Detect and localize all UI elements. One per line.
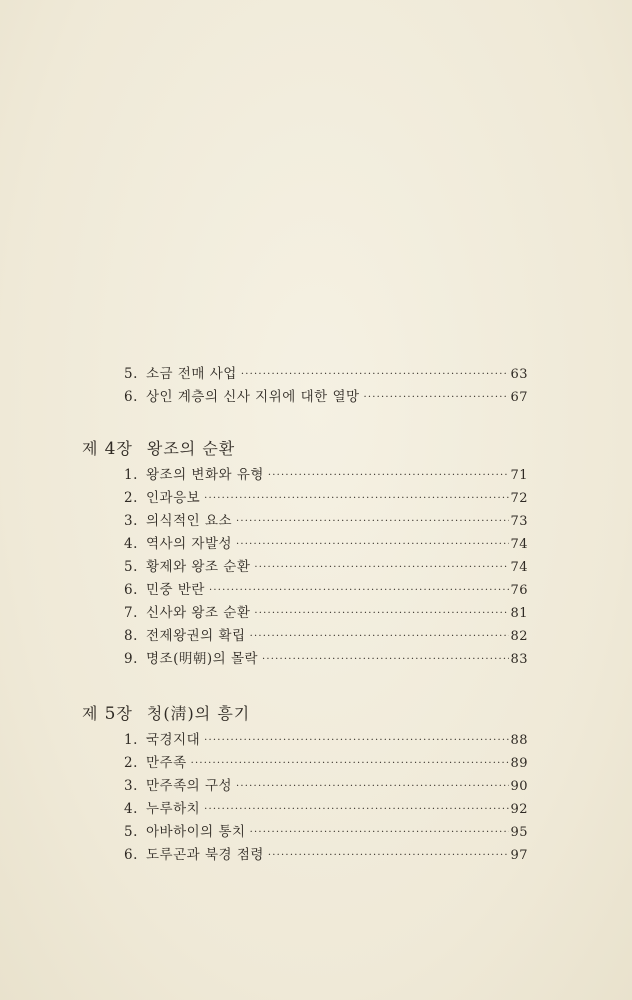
entry-title: 의식적인 요소	[146, 513, 233, 529]
entry-number: 7.	[124, 605, 138, 621]
entry-title: 역사의 자발성	[146, 536, 233, 552]
entry-number: 2.	[124, 490, 138, 506]
chapter-heading	[82, 701, 250, 725]
dot-leader	[250, 631, 510, 642]
entry-number: 6.	[124, 847, 138, 863]
entry-title: 도루곤과 북경 점령	[146, 847, 264, 863]
entry-page: 76	[510, 583, 528, 598]
toc-entry	[124, 751, 528, 771]
entry-page: 82	[510, 629, 528, 644]
entry-title: 만주족의 구성	[146, 778, 233, 794]
toc-entry	[124, 774, 528, 794]
toc-entry	[124, 820, 528, 840]
toc-entry	[124, 385, 528, 405]
entry-number: 9.	[124, 651, 138, 667]
dot-leader	[204, 804, 509, 815]
dot-leader	[268, 470, 510, 481]
entry-number: 5.	[124, 366, 138, 382]
dot-leader	[262, 654, 509, 665]
entry-number: 4.	[124, 536, 138, 552]
entry-title: 왕조의 변화와 유형	[146, 467, 264, 483]
entry-title: 신사와 왕조 순환	[146, 605, 251, 621]
entry-title: 국경지대	[146, 732, 201, 748]
entry-number: 8.	[124, 628, 138, 644]
entry-page: 95	[510, 825, 528, 840]
dot-leader	[236, 539, 509, 550]
dot-leader	[209, 585, 509, 596]
entry-number: 3.	[124, 778, 138, 794]
toc-entry	[124, 647, 528, 667]
dot-leader	[268, 850, 510, 861]
entry-page: 73	[510, 514, 528, 529]
entry-page: 74	[510, 560, 528, 575]
entry-title: 황제와 왕조 순환	[146, 559, 251, 575]
toc-entry	[124, 728, 528, 748]
dot-leader	[241, 369, 510, 380]
toc-entry	[124, 509, 528, 529]
entry-number: 6.	[124, 389, 138, 405]
entry-title: 전제왕권의 확립	[146, 628, 246, 644]
dot-leader	[204, 735, 509, 746]
entry-number: 1.	[124, 467, 138, 483]
entry-title: 민중 반란	[146, 582, 205, 598]
entry-number: 5.	[124, 824, 138, 840]
toc-entry	[124, 486, 528, 506]
toc-entry	[124, 578, 528, 598]
entry-page: 88	[510, 733, 528, 748]
entry-page: 67	[510, 390, 528, 405]
entry-page: 92	[510, 802, 528, 817]
toc-entry	[124, 601, 528, 621]
toc-entry	[124, 362, 528, 382]
dot-leader	[254, 562, 509, 573]
entry-number: 6.	[124, 582, 138, 598]
entry-page: 90	[510, 779, 528, 794]
toc-entry	[124, 843, 528, 863]
chapter-title: 청(淸)의 흥기	[146, 704, 251, 723]
entry-number: 3.	[124, 513, 138, 529]
entry-page: 83	[510, 652, 528, 667]
entry-number: 4.	[124, 801, 138, 817]
entry-page: 74	[510, 537, 528, 552]
toc-entry	[124, 797, 528, 817]
dot-leader	[250, 827, 510, 838]
entry-title: 소금 전매 사업	[146, 366, 237, 382]
toc-entry	[124, 555, 528, 575]
dot-leader	[364, 392, 510, 403]
entry-title: 아바하이의 통치	[146, 824, 246, 840]
entry-number: 2.	[124, 755, 138, 771]
entry-title: 상인 계층의 신사 지위에 대한 열망	[146, 389, 360, 405]
dot-leader	[204, 493, 509, 504]
entry-title: 인과응보	[146, 490, 201, 506]
chapter-label: 제 5장	[82, 704, 133, 724]
dot-leader	[191, 758, 510, 769]
entry-number: 1.	[124, 732, 138, 748]
chapter-label: 제 4장	[82, 439, 133, 459]
entry-page: 72	[510, 491, 528, 506]
entry-title: 만주족	[146, 755, 187, 771]
entry-title: 명조(明朝)의 몰락	[146, 651, 259, 667]
entry-title: 누루하치	[146, 801, 201, 817]
toc-entry	[124, 624, 528, 644]
chapter-heading	[82, 436, 235, 460]
dot-leader	[236, 781, 509, 792]
chapter-title: 왕조의 순환	[146, 439, 236, 458]
dot-leader	[236, 516, 509, 527]
toc-entry	[124, 463, 528, 483]
entry-page: 89	[510, 756, 528, 771]
dot-leader	[254, 608, 509, 619]
entry-number: 5.	[124, 559, 138, 575]
entry-page: 63	[510, 367, 528, 382]
entry-page: 97	[510, 848, 528, 863]
entry-page: 81	[510, 606, 528, 621]
entry-page: 71	[510, 468, 528, 483]
toc-entry	[124, 532, 528, 552]
